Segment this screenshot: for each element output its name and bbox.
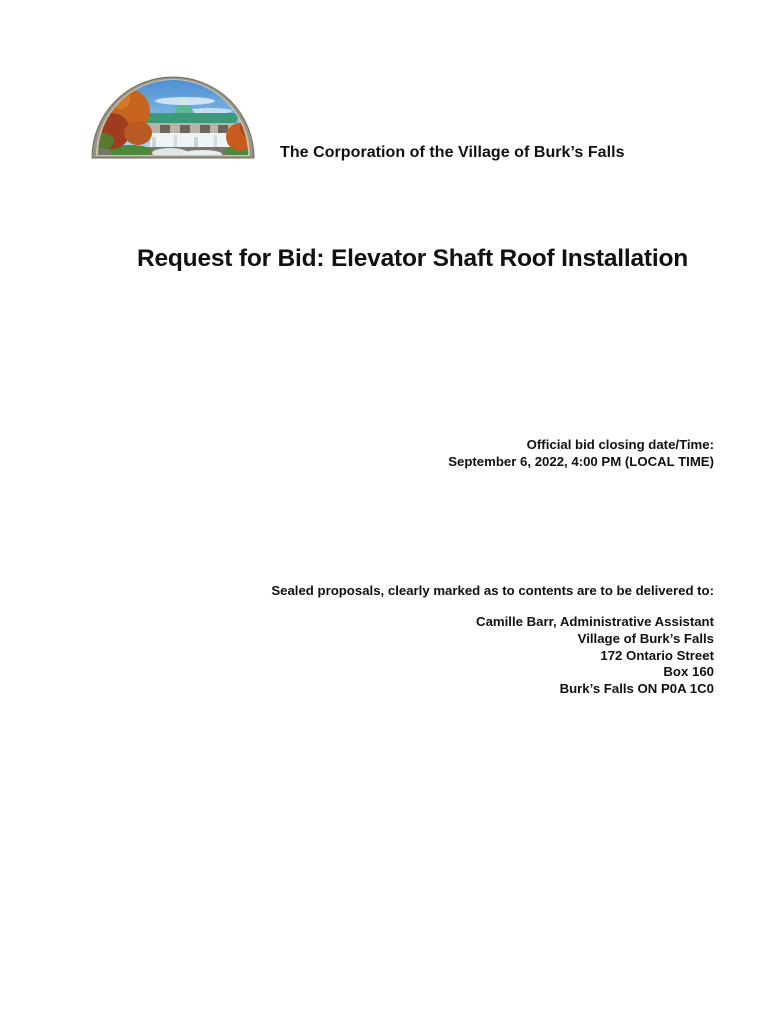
closing-date-time: September 6, 2022, 4:00 PM (LOCAL TIME)	[448, 454, 714, 469]
address-city-postal: Burk’s Falls ON P0A 1C0	[559, 681, 714, 697]
village-logo	[90, 71, 256, 159]
address-contact: Camille Barr, Administrative Assistant	[476, 614, 714, 629]
document-title: Request for Bid: Elevator Shaft Roof Installation	[137, 245, 689, 272]
address-box: Box 160	[663, 664, 714, 680]
organization-name: The Corporation of the Village of Burk’s Falls	[280, 144, 625, 161]
closing-label: Official bid closing date/Time:	[526, 437, 714, 452]
delivery-instruction: Sealed proposals, clearly marked as to contents are to be delivered to:	[271, 583, 714, 598]
address-street: 172 Ontario Street	[600, 647, 714, 663]
address-organization: Village of Burk’s Falls	[577, 630, 714, 646]
village-crest-icon	[90, 71, 256, 159]
bid-closing-block	[448, 436, 714, 470]
delivery-address	[476, 614, 714, 698]
